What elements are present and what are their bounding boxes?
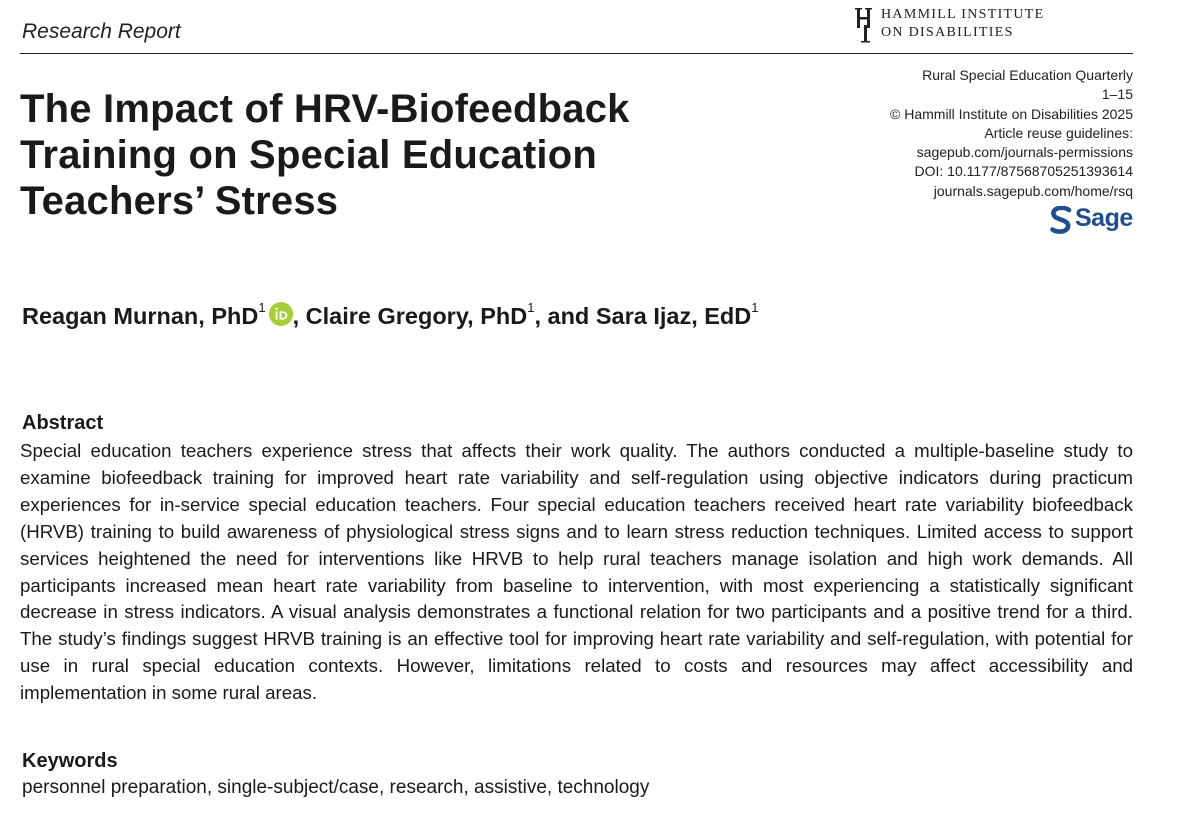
hammill-institute-logo [855,6,1045,44]
author-name: Sara Ijaz, EdD [589,303,752,329]
doi-link[interactable]: DOI: 10.1177/87568705251393614 [914,163,1133,180]
author-affiliation: 1 [258,300,266,316]
hammill-logo-line-2: ON DISABILITIES [881,25,1014,40]
copyright-notice: © Hammill Institute on Disabilities 2025 [890,105,1133,122]
journal-name: Rural Special Education Quarterly [922,67,1133,83]
header-divider [20,53,1133,54]
sage-s-icon [1050,206,1072,234]
reuse-guidelines-label: Article reuse guidelines: [984,124,1133,141]
reuse-guidelines-link[interactable]: sagepub.com/journals-permissions [916,144,1133,161]
hammill-logo-line-1: HAMMILL INSTITUTE [881,7,1045,22]
page-range: 1–15 [1101,86,1133,103]
sage-logo [1050,205,1134,235]
author-name: Claire Gregory, PhD [299,303,528,329]
abstract-heading: Abstract [22,412,104,434]
keywords-text: personnel preparation, single-subject/case, research, assistive, technology [22,777,650,798]
article-title [20,86,630,224]
journal-homepage-link[interactable]: journals.sagepub.com/home/rsq [933,182,1133,199]
journal-metadata [890,66,1133,201]
keywords-heading: Keywords [22,750,118,772]
author-separator: , and [534,303,590,329]
title-line: The Impact of HRV-Biofeedback [20,87,630,131]
sage-wordmark: Sage [1075,204,1133,232]
abstract-text: Special education teachers experience stress that affects their work quality. The authors conducted a multiple-baseline study to examine biofeedback training for improved heart rate variability and self-regulation using objective indicators during practicum experiences for in-service special education teachers. Four special education teachers received heart rate variability biofeedback (HRVB) training to build awareness of physiological stress signs and to learn stress reduction techniques. Limited access to support services heightened the need for interventions like HRVB to help rural teachers manage isolation and high work demands. All participants increased mean heart rate variability from baseline to intervention, with most experiencing a statistically significant decrease in stress indicators. A visual analysis demonstrates a functional relation for two participants and a positive trend for a third. The study’s findings suggest HRVB training is an effective tool for improving heart rate variability and self-regulation, with potential for use in rural special education contexts. However, limitations related to costs and resources may affect accessibility and implementation in some rural areas. [20,440,1133,704]
author-affiliation: 1 [527,300,535,316]
orcid-icon[interactable] [269,302,293,326]
author-affiliation: 1 [751,300,759,316]
title-line: Teachers’ Stress [20,179,339,223]
author-separator: , [292,303,300,329]
author-name: Reagan Murnan, PhD [22,303,259,329]
article-type-label: Research Report [22,20,181,43]
author-list [22,302,758,330]
title-line: Training on Special Education [20,133,597,177]
hammill-logo-mark-icon [855,6,879,44]
